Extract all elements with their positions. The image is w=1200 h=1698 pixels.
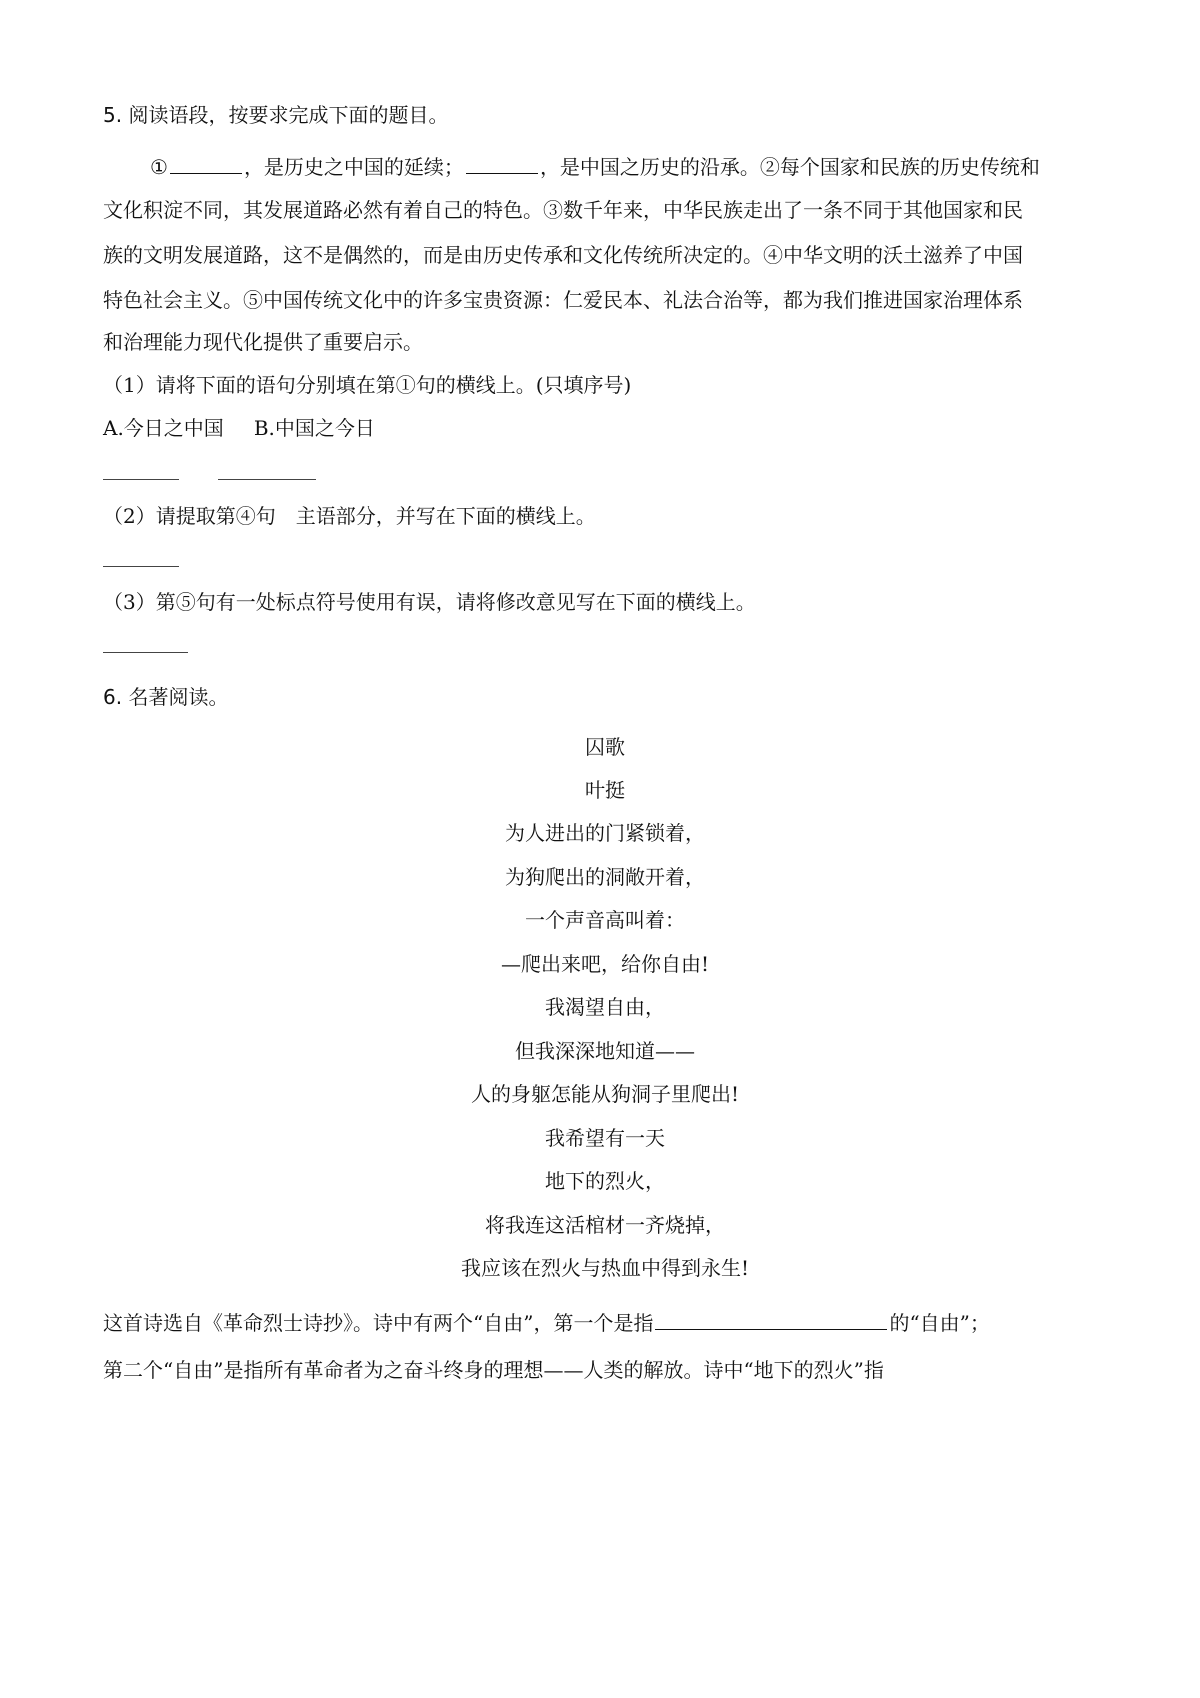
poem-title: 囚歌 xyxy=(585,735,625,759)
passage-line-3: 族的文明发展道路，这不是偶然的，而是由历史传承和文化传统所决定的。④中华文明的沃土滋养了中国 xyxy=(103,243,1023,267)
passage-line-5: 和治理能力现代化提供了重要启示。 xyxy=(103,330,423,354)
fill-blank-1[interactable] xyxy=(170,153,242,174)
subquestion-2-prompt: （2）请提取第④句 主语部分，并写在下面的横线上。 xyxy=(103,504,596,528)
poem-line: 我渴望自由， xyxy=(545,995,665,1019)
option-b: B.中国之今日 xyxy=(253,416,375,440)
fill-blank-2[interactable] xyxy=(466,153,538,174)
poem-author: 叶挺 xyxy=(585,778,625,802)
poem-line: 将我连这活棺材一齐烧掉， xyxy=(485,1213,725,1237)
poem-line: 一个声音高叫着： xyxy=(525,908,685,932)
poem-line: 人的身躯怎能从狗洞子里爬出! xyxy=(470,1082,740,1106)
poem-line: 为人进出的门紧锁着， xyxy=(505,821,705,845)
subquestion-1-options xyxy=(103,416,375,440)
subquestion-3-prompt: （3）第⑤句有一处标点符号使用有误，请将修改意见写在下面的横线上。 xyxy=(103,590,756,614)
sentence-marker-1: ① xyxy=(150,155,168,179)
poem-line: 我希望有一天 xyxy=(545,1126,665,1150)
passage-line-2: 文化积淀不同，其发展道路必然有着自己的特色。③数千年来，中华民族走出了一条不同于其他国家和民 xyxy=(103,198,1023,222)
question-6-text-end: 的“自由”； xyxy=(889,1311,990,1335)
answer-line-2[interactable] xyxy=(103,566,179,567)
answer-line-1b[interactable] xyxy=(218,479,316,480)
poem-line: 为狗爬出的洞敞开着， xyxy=(505,865,705,889)
passage-line-1-mid: ，是历史之中国的延续； xyxy=(243,155,464,179)
passage-line-1 xyxy=(150,153,1040,179)
fill-blank-freedom[interactable] xyxy=(655,1309,887,1330)
passage-line-4: 特色社会主义。⑤中国传统文化中的许多宝贵资源：仁爱民本、礼法合治等，都为我们推进国家治理体系 xyxy=(103,288,1023,312)
option-a: A.今日之中国 xyxy=(103,416,224,440)
poem-line: 但我深深地知道—— xyxy=(515,1039,695,1063)
poem-line: —爬出来吧，给你自由! xyxy=(500,952,710,976)
answer-line-1a[interactable] xyxy=(103,479,179,480)
poem-line: 地下的烈火， xyxy=(545,1169,665,1193)
passage-line-1-end: ，是中国之历史的沿承。②每个国家和民族的历史传统和 xyxy=(539,155,1040,179)
question-6-title: 6. 名著阅读。 xyxy=(103,685,229,709)
question-6-text-start: 这首诗选自《革命烈士诗抄》。诗中有两个“自由”，第一个是指 xyxy=(103,1311,654,1335)
answer-line-3[interactable] xyxy=(103,652,188,653)
question-6-text-line-1 xyxy=(103,1309,990,1335)
subquestion-1-prompt: （1）请将下面的语句分别填在第①句的横线上。(只填序号) xyxy=(103,373,632,397)
question-6-text-line-2: 第二个“自由”是指所有革命者为之奋斗终身的理想——人类的解放。诗中“地下的烈火”指 xyxy=(103,1358,884,1382)
poem-line: 我应该在烈火与热血中得到永生! xyxy=(460,1256,750,1280)
question-5-title: 5. 阅读语段，按要求完成下面的题目。 xyxy=(103,103,449,127)
